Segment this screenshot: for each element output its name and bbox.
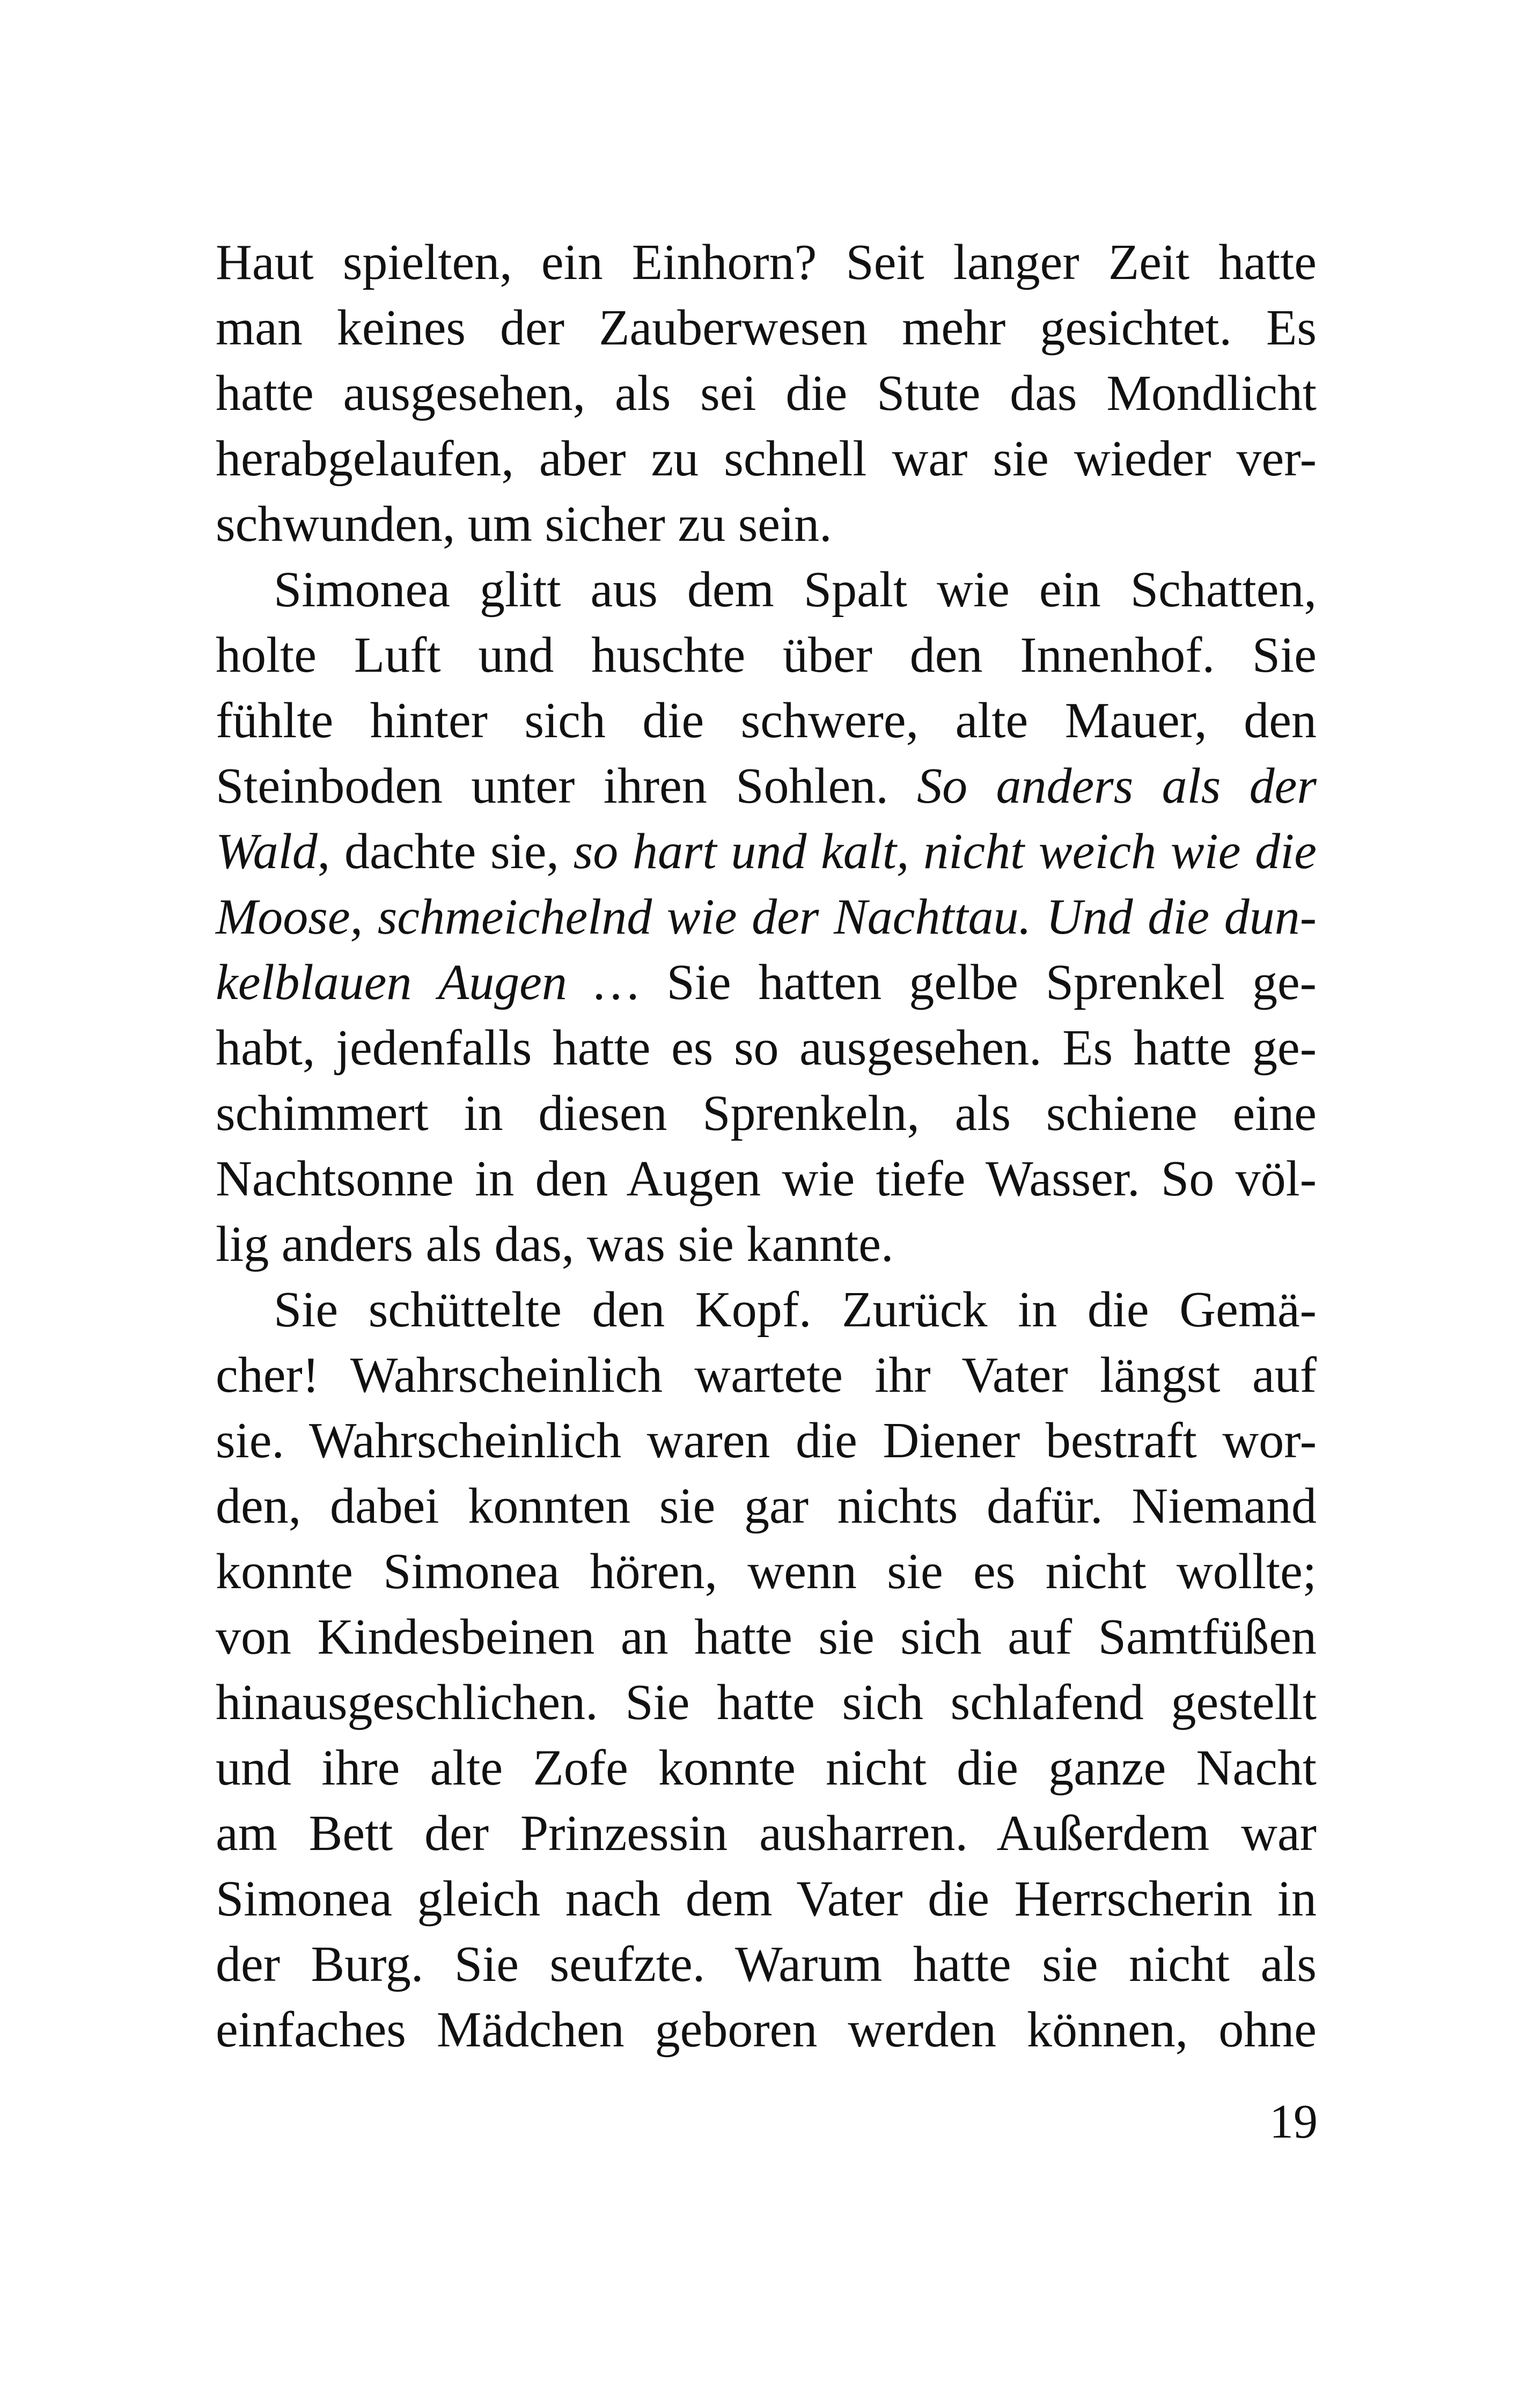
text-run: schimmert in diesen Sprenkeln, als schiene eine [216, 1085, 1317, 1141]
italic-text: Wald [216, 824, 318, 879]
text-run: lig anders als das, was sie kannte. [216, 1216, 894, 1272]
text-line [216, 426, 1317, 491]
text-run: , dachte sie, [317, 824, 574, 879]
text-run: Steinboden unter ihren Sohlen. [216, 758, 917, 814]
text-line [216, 295, 1317, 361]
text-run: fühlte hinter sich die schwere, alte Mauer, den [216, 693, 1317, 748]
text-run: Haut spielten, ein Einhorn? Seit langer Zeit hatte [216, 234, 1317, 290]
text-run: Sie schüttelte den Kopf. Zurück in die Gemä- [274, 1282, 1317, 1338]
text-line [216, 230, 1317, 295]
text-line [216, 950, 1317, 1015]
text-run: und ihre alte Zofe konnte nicht die ganze Nacht [216, 1740, 1317, 1796]
paragraph [216, 1277, 1317, 2062]
text-line [216, 1997, 1317, 2062]
text-run: hinausgeschlichen. Sie hatte sich schlafend gestellt [216, 1675, 1317, 1730]
text-run: man keines der Zauberwesen mehr gesichtet. Es [216, 300, 1317, 356]
text-line [216, 1604, 1317, 1670]
text-run: habt, jedenfalls hatte es so ausgesehen. Es hatte ge- [216, 1020, 1317, 1076]
text-run: den, dabei konnten sie gar nichts dafür. Niemand [216, 1478, 1317, 1534]
text-run: hatte ausgesehen, als sei die Stute das Mondlicht [216, 365, 1317, 421]
text-run: Simonea glitt aus dem Spalt wie ein Schatten, [274, 562, 1317, 618]
text-line [216, 622, 1317, 688]
text-run: von Kindesbeinen an hatte sie sich auf Samtfüßen [216, 1609, 1317, 1665]
text-line [216, 819, 1317, 884]
paragraph [216, 557, 1317, 1277]
text-line [216, 1146, 1317, 1212]
text-line [216, 1081, 1317, 1146]
text-run: Sie hatten gelbe Sprenkel ge- [639, 955, 1317, 1010]
italic-text: so hart und kalt, nicht weich wie die [573, 824, 1317, 879]
text-run: Simonea gleich nach dem Vater die Herrscherin in [216, 1871, 1317, 1927]
text-line [216, 1735, 1317, 1801]
text-line [216, 1277, 1317, 1342]
text-line [216, 491, 1317, 557]
text-run: der Burg. Sie seufzte. Warum hatte sie nicht als [216, 1936, 1317, 1992]
text-line [216, 1473, 1317, 1539]
text-line [216, 688, 1317, 753]
text-run: holte Luft und huschte über den Innenhof. Sie [216, 627, 1317, 683]
text-line [216, 557, 1317, 622]
text-line [216, 1342, 1317, 1408]
text-run: sie. Wahrscheinlich waren die Diener bestraft wor- [216, 1413, 1317, 1469]
italic-text: So anders als der [917, 758, 1317, 814]
body-text [216, 230, 1317, 2062]
text-line [216, 1801, 1317, 1866]
text-line [216, 1015, 1317, 1081]
text-run: herabgelaufen, aber zu schnell war sie wieder ver- [216, 431, 1317, 487]
text-run: cher! Wahrscheinlich wartete ihr Vater längst auf [216, 1347, 1317, 1403]
text-line [216, 1670, 1317, 1735]
italic-text: Moose, schmeichelnd wie der Nachttau. Und die dun- [216, 889, 1317, 945]
text-line [216, 1212, 1317, 1277]
text-line [216, 884, 1317, 950]
text-run: schwunden, um sicher zu sein. [216, 496, 832, 552]
text-line [216, 1539, 1317, 1604]
text-line [216, 1866, 1317, 1932]
text-run: am Bett der Prinzessin ausharren. Außerdem war [216, 1805, 1317, 1861]
text-run: Nachtsonne in den Augen wie tiefe Wasser. So völ- [216, 1151, 1317, 1207]
italic-text: kelblauen Augen … [216, 955, 640, 1010]
text-run: einfaches Mädchen geboren werden können, ohne [216, 2002, 1317, 2058]
text-line [216, 753, 1317, 819]
text-line [216, 361, 1317, 426]
text-run: konnte Simonea hören, wenn sie es nicht wollte; [216, 1544, 1317, 1599]
text-line [216, 1932, 1317, 1997]
paragraph [216, 230, 1317, 557]
text-line [216, 1408, 1317, 1473]
page-number: 19 [1269, 2095, 1318, 2148]
